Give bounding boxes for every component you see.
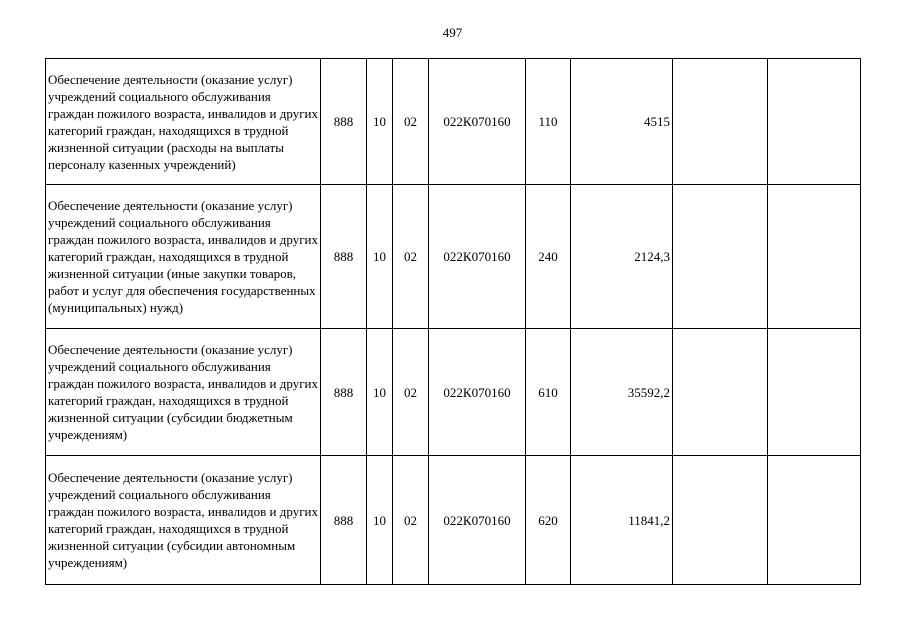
table-row (46, 59, 861, 185)
target-article-code: 022К070160 (429, 456, 526, 585)
empty-cell (673, 59, 768, 185)
row-description: Обеспечение деятельности (оказание услуг) учреждений социального обслуживания граждан пожилого возраста, инвалидов и других категорий граждан, находящихся в трудной жизненной ситуации (иные закупки товаров, работ и услуг для обеспечения государственных (муниципальных) нужд) (46, 185, 321, 329)
empty-cell (768, 59, 861, 185)
section-code: 10 (367, 456, 393, 585)
amount: 4515 (571, 59, 673, 185)
table-row (46, 456, 861, 585)
ministry-code: 888 (321, 456, 367, 585)
expense-type-code: 610 (526, 329, 571, 456)
section-code: 10 (367, 59, 393, 185)
ministry-code: 888 (321, 329, 367, 456)
subsection-code: 02 (393, 185, 429, 329)
budget-table (45, 58, 861, 585)
empty-cell (673, 329, 768, 456)
target-article-code: 022К070160 (429, 329, 526, 456)
row-description: Обеспечение деятельности (оказание услуг) учреждений социального обслуживания граждан пожилого возраста, инвалидов и других категорий граждан, находящихся в трудной жизненной ситуации (субсидии бюджетным учреждениям) (46, 329, 321, 456)
table-row (46, 329, 861, 456)
target-article-code: 022К070160 (429, 59, 526, 185)
section-code: 10 (367, 185, 393, 329)
empty-cell (768, 456, 861, 585)
subsection-code: 02 (393, 329, 429, 456)
expense-type-code: 620 (526, 456, 571, 585)
page-number: 497 (442, 25, 463, 40)
ministry-code: 888 (321, 59, 367, 185)
amount: 2124,3 (571, 185, 673, 329)
table-row (46, 185, 861, 329)
empty-cell (768, 185, 861, 329)
amount: 11841,2 (571, 456, 673, 585)
section-code: 10 (367, 329, 393, 456)
row-description: Обеспечение деятельности (оказание услуг) учреждений социального обслуживания граждан пожилого возраста, инвалидов и других категорий граждан, находящихся в трудной жизненной ситуации (субсидии автономным учреждениям) (46, 456, 321, 585)
amount: 35592,2 (571, 329, 673, 456)
empty-cell (673, 185, 768, 329)
subsection-code: 02 (393, 456, 429, 585)
subsection-code: 02 (393, 59, 429, 185)
target-article-code: 022К070160 (429, 185, 526, 329)
row-description: Обеспечение деятельности (оказание услуг) учреждений социального обслуживания граждан пожилого возраста, инвалидов и других категорий граждан, находящихся в трудной жизненной ситуации (расходы на выплаты персоналу казенных учреждений) (46, 59, 321, 185)
empty-cell (768, 329, 861, 456)
ministry-code: 888 (321, 185, 367, 329)
expense-type-code: 110 (526, 59, 571, 185)
empty-cell (673, 456, 768, 585)
expense-type-code: 240 (526, 185, 571, 329)
